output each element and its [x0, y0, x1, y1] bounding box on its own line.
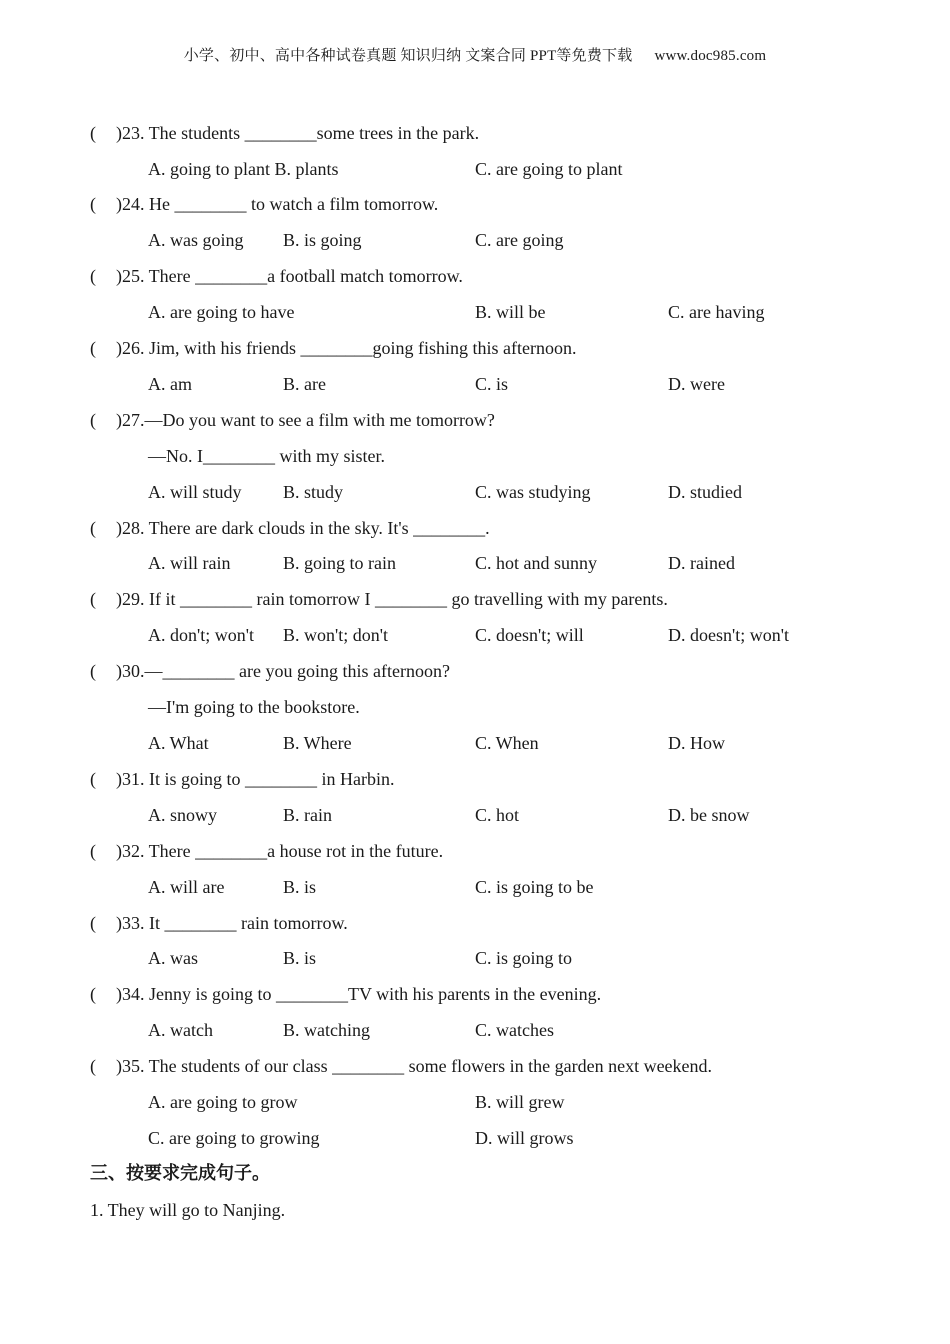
option-c: C. watches [475, 1020, 554, 1040]
question-stem: )32. There ________a house rot in the future. [116, 841, 444, 861]
option-b: B. going to rain [283, 553, 396, 573]
question-stem: )24. He ________ to watch a film tomorrow. [116, 194, 439, 214]
option-c: C. are going to plant [475, 159, 623, 179]
option-c: C. is going to [475, 948, 573, 968]
question-35: ( )35. The students of our class ________ some flowers in the garden next weekend. [90, 1056, 713, 1076]
question-stem: )30.—________ are you going this afternoon? [116, 661, 450, 681]
option-d: D. will grows [475, 1128, 574, 1148]
option-a: A. going to plant B. plants [148, 159, 339, 179]
option-d: D. were [668, 374, 725, 394]
option-b: B. is [283, 948, 317, 968]
option-d: D. studied [668, 482, 742, 502]
option-b: B. will be [475, 302, 546, 322]
option-a: A. was [148, 948, 198, 968]
option-a: A. watch [148, 1020, 213, 1040]
option-a: A. don't; won't [148, 625, 254, 645]
question-31: ( )31. It is going to ________ in Harbin. [90, 769, 395, 789]
question-33: ( )33. It ________ rain tomorrow. [90, 913, 348, 933]
header-site: www.doc985.com [654, 48, 767, 64]
exercise-item: 1. They will go to Nanjing. [90, 1200, 286, 1220]
question-stem: )31. It is going to ________ in Harbin. [116, 769, 395, 789]
page-header [0, 44, 950, 65]
option-b: B. are [283, 374, 326, 394]
option-d: D. How [668, 733, 725, 753]
option-a: A. are going to have [148, 302, 295, 322]
option-a: A. will study [148, 482, 242, 502]
question-29: ( )29. If it ________ rain tomorrow I ________ go travelling with my parents. [90, 589, 668, 609]
option-c: C. doesn't; will [475, 625, 584, 645]
option-a: A. am [148, 374, 192, 394]
option-c: C. are having [668, 302, 765, 322]
option-c: C. hot [475, 805, 520, 825]
question-25: ( )25. There ________a football match tomorrow. [90, 266, 463, 286]
option-a: A. snowy [148, 805, 218, 825]
option-b: B. is going [283, 230, 362, 250]
question-stem: )29. If it ________ rain tomorrow I ________ go travelling with my parents. [116, 589, 668, 609]
question-stem: )23. The students ________some trees in the park. [116, 123, 480, 143]
question-stem: )28. There are dark clouds in the sky. It's ________. [116, 518, 490, 538]
question-stem: )34. Jenny is going to ________TV with his parents in the evening. [116, 984, 602, 1004]
question-continuation: —I'm going to the bookstore. [148, 697, 360, 717]
question-24: ( )24. He ________ to watch a film tomorrow. [90, 194, 439, 214]
option-c: C. are going [475, 230, 564, 250]
question-26: ( )26. Jim, with his friends ________going fishing this afternoon. [90, 338, 577, 358]
header-text: 小学、初中、高中各种试卷真题 知识归纳 文案合同 PPT等免费下载 [183, 48, 633, 64]
option-c: C. is going to be [475, 877, 594, 897]
section-title: 三、按要求完成句子。 [90, 1163, 270, 1184]
option-a: A. was going [148, 230, 244, 250]
question-34: ( )34. Jenny is going to ________TV with his parents in the evening. [90, 984, 602, 1004]
option-b: B. rain [283, 805, 332, 825]
option-b: B. Where [283, 733, 352, 753]
question-stem: )26. Jim, with his friends ________going fishing this afternoon. [116, 338, 577, 358]
question-continuation: —No. I________ with my sister. [148, 446, 385, 466]
option-b: B. is [283, 877, 317, 897]
question-32: ( )32. There ________a house rot in the future. [90, 841, 444, 861]
question-30: ( )30.—________ are you going this afternoon? [90, 661, 450, 681]
option-a: A. will are [148, 877, 225, 897]
option-c: C. are going to growing [148, 1128, 320, 1148]
question-stem: )35. The students of our class ________ some flowers in the garden next weekend. [116, 1056, 713, 1076]
option-c: C. hot and sunny [475, 553, 598, 573]
option-b: B. won't; don't [283, 625, 388, 645]
option-b: B. study [283, 482, 344, 502]
option-b: B. watching [283, 1020, 370, 1040]
question-27: ( )27.—Do you want to see a film with me tomorrow? [90, 410, 495, 430]
option-d: D. rained [668, 553, 735, 573]
option-d: D. be snow [668, 805, 750, 825]
question-stem: )25. There ________a football match tomorrow. [116, 266, 463, 286]
option-a: A. What [148, 733, 209, 753]
question-stem: )27.—Do you want to see a film with me tomorrow? [116, 410, 495, 430]
option-c: C. is [475, 374, 509, 394]
option-b: B. will grew [475, 1092, 565, 1112]
option-a: A. will rain [148, 553, 231, 573]
option-c: C. was studying [475, 482, 591, 502]
question-stem: )33. It ________ rain tomorrow. [116, 913, 348, 933]
question-23: ( )23. The students ________some trees in the park. [90, 123, 480, 143]
option-d: D. doesn't; won't [668, 625, 789, 645]
option-c: C. When [475, 733, 539, 753]
question-28: ( )28. There are dark clouds in the sky. It's ________. [90, 518, 490, 538]
option-a: A. are going to grow [148, 1092, 298, 1112]
